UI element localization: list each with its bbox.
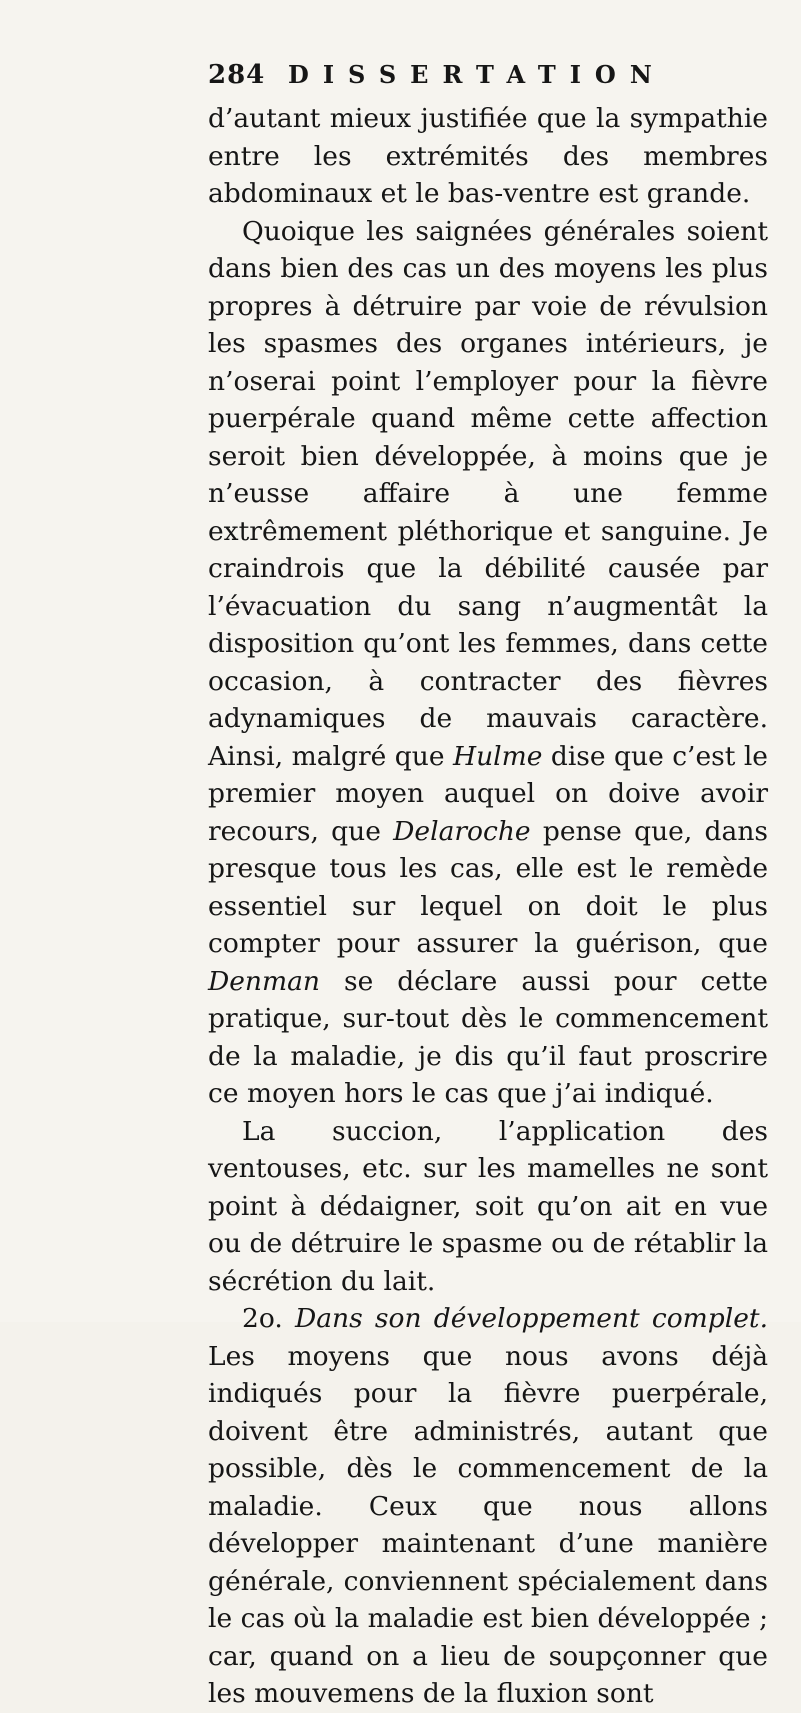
author-name-delaroche: Delaroche <box>393 815 531 847</box>
paragraph-text: se déclare aussi pour cette pratique, sur-tout dès le commencement de la maladie, je dis qu’il faut proscrire ce moyen hors le cas que j’ai indiqué. <box>208 965 768 1109</box>
body-text <box>208 100 768 1713</box>
section-title: Dans son développement complet. <box>295 1303 768 1334</box>
paragraph-section-2 <box>208 1300 768 1713</box>
paragraph-bloodletting <box>208 213 768 1113</box>
author-name-hulme: Hulme <box>452 740 543 772</box>
running-title: DISSERTATION <box>288 60 666 89</box>
paragraph-text: Quoique les saignées générales soient dans bien des cas un des moyens les plus propres à détruire par voie de révulsion les spasmes des organes intérieurs, je n’oserai point l’employer pour la fièvre puerpérale quand même cette affection seroit bien développée, à moins que je n’eusse affaire à une femme extrêmement pléthorique et sanguine. Je craindrois que la débilité causée par l’évacuation du sang n’augmentât la disposition qu’ont les femmes, dans cette occasion, à contracter des fièvres adynamiques de mauvais caractère. Ainsi, malgré que <box>208 215 768 772</box>
page-number: 284 <box>208 60 266 90</box>
page-header <box>208 60 768 96</box>
author-name-denman: Denman <box>208 965 320 997</box>
paragraph-text: pense que, dans presque tous les cas, elle est le remède essentiel sur lequel on doit le plus compter pour assurer la guérison, que <box>208 815 768 959</box>
paragraph-text: dise que c’est le premier moyen auquel on doive avoir recours, que <box>208 740 768 847</box>
paragraph-succion: La succion, l’application des ventouses, etc. sur les mamelles ne sont point à dédaigner, soit qu’on ait en vue ou de détruire le spasme ou de rétablir la sécrétion du lait. <box>208 1115 768 1297</box>
paragraph-continuation: d’autant mieux justifiée que la sympathie entre les extrémités des membres abdominaux et le bas-ventre est grande. <box>208 103 768 209</box>
section-number: 2o. <box>242 1303 295 1334</box>
paragraph-text: Les moyens que nous avons déjà indiqués pour la fièvre puerpérale, doivent être administrés, autant que possible, dès le commencement de la maladie. Ceux que nous allons développer maintenant d’une manière générale, conviennent spécialement dans le cas où la maladie est bien développée ; car, quand on a lieu de soupçonner que les mouvemens de la fluxion sont <box>208 1340 768 1709</box>
